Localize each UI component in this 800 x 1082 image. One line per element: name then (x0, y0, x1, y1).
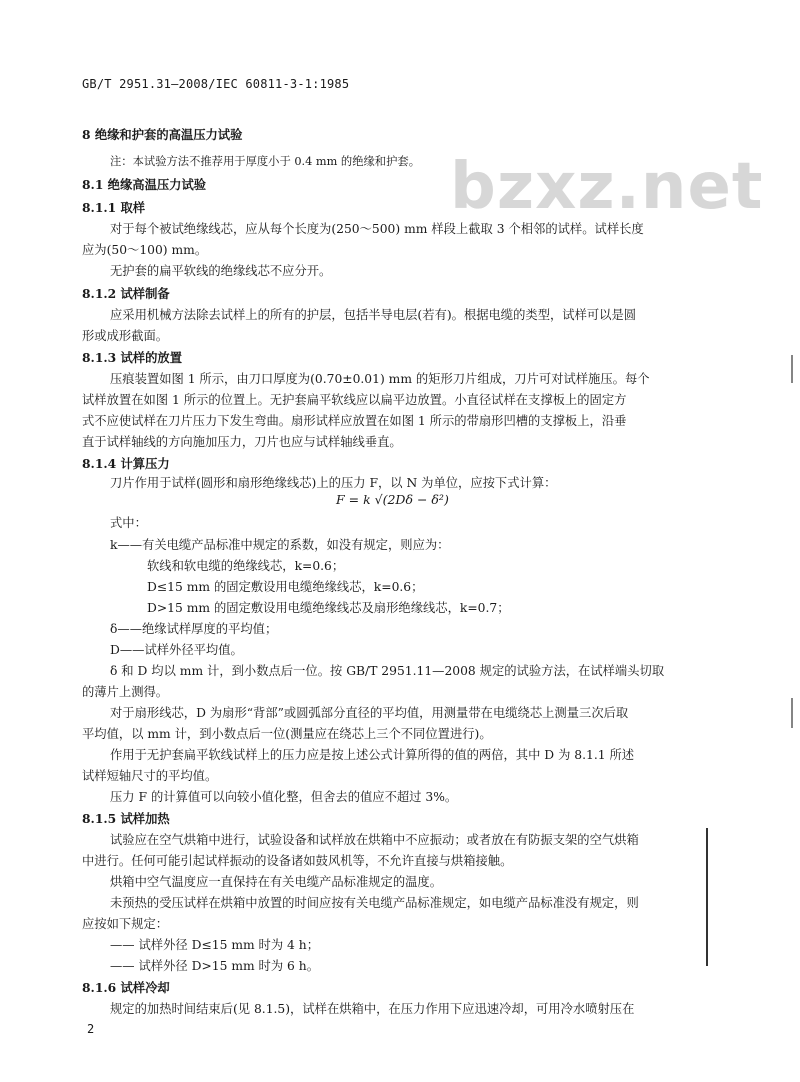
paragraph-line: 试验应在空气烘箱中进行，试验设备和试样放在烘箱中不应振动；或者放在有防振支架的空气烘箱 (110, 833, 639, 847)
definition-item: D>15 mm 的固定敷设用电缆绝缘线芯及扇形绝缘线芯，k=0.7； (147, 601, 510, 615)
list-item: —— 试样外径 D>15 mm 时为 6 h。 (110, 959, 319, 973)
paragraph-line: 烘箱中空气温度应一直保持在有关电缆产品标准规定的温度。 (110, 875, 443, 889)
paragraph-line: δ 和 D 均以 mm 计，到小数点后一位。按 GB/T 2951.11—2008 规定的试验方法，在试样端头切取 (110, 664, 665, 678)
section-8-heading: 8 绝缘和护套的高温压力试验 (82, 127, 243, 142)
note: 注：本试验方法不推荐用于厚度小于 0.4 mm 的绝缘和护套。 (110, 155, 420, 168)
definition-k: k——有关电缆产品标准中规定的系数，如没有规定，则应为： (110, 538, 450, 552)
paragraph-line: 应为(50～100) mm。 (82, 243, 208, 257)
paragraph-line: 试样放置在如图 1 所示的位置上。无护套扁平软线应以扁平边放置。小直径试样在支撑板上的固定方 (82, 393, 627, 407)
page-number: 2 (87, 1022, 95, 1036)
scan-margin-bar (706, 828, 708, 966)
paragraph-line: 的薄片上测得。 (82, 685, 169, 699)
list-item: —— 试样外径 D≤15 mm 时为 4 h； (110, 938, 319, 952)
paragraph-line: 对于每个被试绝缘线芯，应从每个长度为(250～500) mm 样段上截取 3 个相邻的试样。试样长度 (110, 222, 644, 236)
paragraph-line: 中进行。任何可能引起试样振动的设备诸如鼓风机等，不允许直接与烘箱接触。 (82, 854, 513, 868)
watermark: bzxz.net (450, 150, 764, 224)
paragraph-line: 无护套的扁平软线的绝缘线芯不应分开。 (110, 264, 332, 278)
section-8-1-2-heading: 8.1.2 试样制备 (82, 286, 170, 301)
paragraph-line: 式不应使试样在刀片压力下发生弯曲。扇形试样应放置在如图 1 所示的带扇形凹槽的支撑板上，沿垂 (82, 414, 627, 428)
section-8-1-6-heading: 8.1.6 试样冷却 (82, 980, 170, 995)
paragraph-line: 刀片作用于试样(圆形和扇形绝缘线芯)上的压力 F，以 N 为单位，应按下式计算： (110, 476, 557, 490)
standard-header: GB/T 2951.31—2008/IEC 60811-3-1:1985 (82, 77, 350, 91)
section-8-1-4-heading: 8.1.4 计算压力 (82, 456, 170, 471)
paragraph-line: 试样短轴尺寸的平均值。 (82, 769, 218, 783)
section-8-1-1-heading: 8.1.1 取样 (82, 200, 146, 215)
definition-item: D≤15 mm 的固定敷设用电缆绝缘线芯，k=0.6； (147, 580, 424, 594)
paragraph-line: 应采用机械方法除去试样上的所有的护层，包括半导电层(若有)。根据电缆的类型，试样可以是圆 (110, 308, 637, 322)
section-8-1-3-heading: 8.1.3 试样的放置 (82, 350, 182, 365)
paragraph-line: 对于扇形线芯，D 为扇形“背部”或圆弧部分直径的平均值，用测量带在电缆绕芯上测量三次后取 (110, 706, 629, 720)
section-8-1-5-heading: 8.1.5 试样加热 (82, 811, 170, 826)
paragraph-line: 压力 F 的计算值可以向较小值化整，但舍去的值应不超过 3%。 (110, 790, 458, 804)
paragraph-line: 式中： (110, 516, 147, 530)
scan-margin-mark (791, 698, 793, 728)
definition-delta: δ——绝缘试样厚度的平均值； (110, 622, 278, 636)
paragraph-line: 形或成形截面。 (82, 329, 169, 343)
paragraph-line: 直于试样轴线的方向施加压力，刀片也应与试样轴线垂直。 (82, 435, 402, 449)
paragraph-line: 平均值，以 mm 计，到小数点后一位(测量应在绕芯上三个不同位置进行)。 (82, 727, 492, 741)
definition-item: 软线和软电缆的绝缘线芯，k=0.6； (147, 559, 345, 573)
paragraph-line: 未预热的受压试样在烘箱中放置的时间应按有关电缆产品标准规定，如电缆产品标准没有规定，则 (110, 896, 639, 910)
paragraph-line: 作用于无护套扁平软线试样上的压力应是按上述公式计算所得的值的两倍，其中 D 为 8.1.1 所述 (110, 748, 635, 762)
scan-margin-mark (791, 355, 793, 383)
section-8-1-heading: 8.1 绝缘高温压力试验 (82, 177, 207, 192)
paragraph-line: 压痕装置如图 1 所示，由刀口厚度为(0.70±0.01) mm 的矩形刀片组成，刀片可对试样施压。每个 (110, 372, 650, 386)
paragraph-line: 规定的加热时间结束后(见 8.1.5)，试样在烘箱中，在压力作用下应迅速冷却，可用冷水喷射压在 (110, 1002, 635, 1016)
paragraph-line: 应按如下规定： (82, 917, 169, 931)
definition-d: D——试样外径平均值。 (110, 643, 243, 657)
pressure-formula: F = k √(2Dδ − δ²) (336, 492, 449, 507)
